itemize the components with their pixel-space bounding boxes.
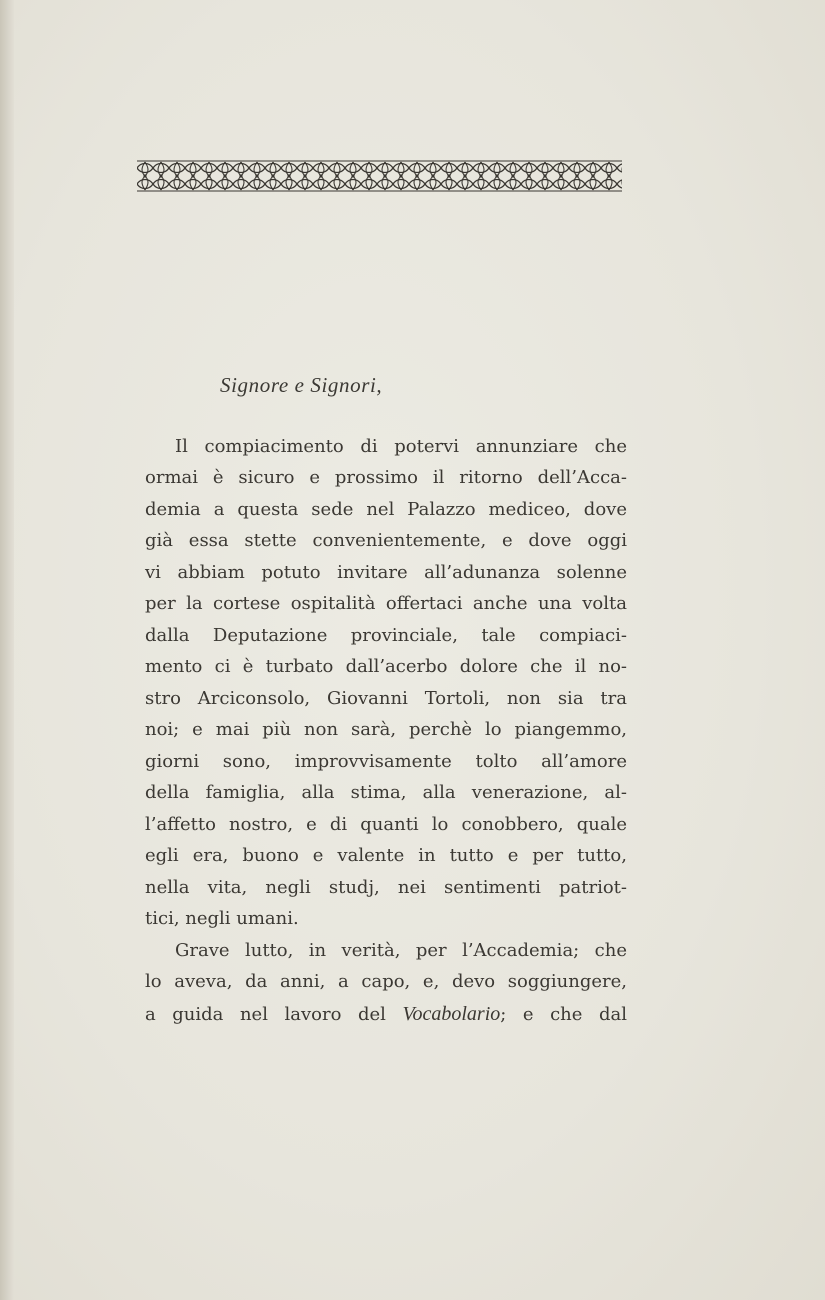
italic-title-vocabolario: Vocabolario <box>402 1003 501 1025</box>
paragraph-2-line: Grave lutto, in verità, per l’Accademia; che <box>175 940 627 961</box>
paragraph-1-line: demia a questa sede nel Palazzo mediceo, dove <box>145 499 627 520</box>
paragraph-1-line: mento ci è turbato dall’acerbo dolore che il no- <box>145 656 627 677</box>
paragraph-1-line: ormai è sicuro e prossimo il ritorno dell’Acca- <box>145 467 627 488</box>
paragraph-1-line: nella vita, negli studj, nei sentimenti patriot- <box>145 877 627 898</box>
paragraph-1-line: stro Arciconsolo, Giovanni Tortoli, non sia tra <box>145 688 627 709</box>
text-run: a guida nel lavoro del <box>145 1004 403 1025</box>
paragraph-1-line: per la cortese ospitalità offertaci anche una volta <box>145 593 627 614</box>
text-run: ; e che dal <box>500 1004 627 1025</box>
paragraph-2-last-line <box>145 1003 627 1033</box>
paragraph-1-line: egli era, buono e valente in tutto e per tutto, <box>145 845 627 866</box>
paragraph-1-line: noi; e mai più non sarà, perchè lo piangemmo, <box>145 719 627 740</box>
paragraph-1-line: già essa stette convenientemente, e dove oggi <box>145 530 627 551</box>
paragraph-2-line: lo aveva, da anni, a capo, e, devo soggiungere, <box>145 971 627 992</box>
salutation-heading: Signore e Signori, <box>220 373 383 397</box>
paragraph-1-line: tici, negli umani. <box>145 908 299 929</box>
paragraph-1-line: giorni sono, improvvisamente tolto all’amore <box>145 751 627 772</box>
paragraph-1-line: della famiglia, alla stima, alla venerazione, al- <box>145 782 627 803</box>
paragraph-1-line: l’affetto nostro, e di quanti lo conobbero, quale <box>145 814 627 835</box>
decorative-border-ornament <box>137 160 622 192</box>
paragraph-1-line: dalla Deputazione provinciale, tale compiaci- <box>145 625 627 646</box>
paragraph-1-line: Il compiacimento di potervi annunziare che <box>175 436 627 457</box>
paragraph-1-line: vi abbiam potuto invitare all’adunanza solenne <box>145 562 627 583</box>
page-edge-shadow <box>0 0 14 1300</box>
